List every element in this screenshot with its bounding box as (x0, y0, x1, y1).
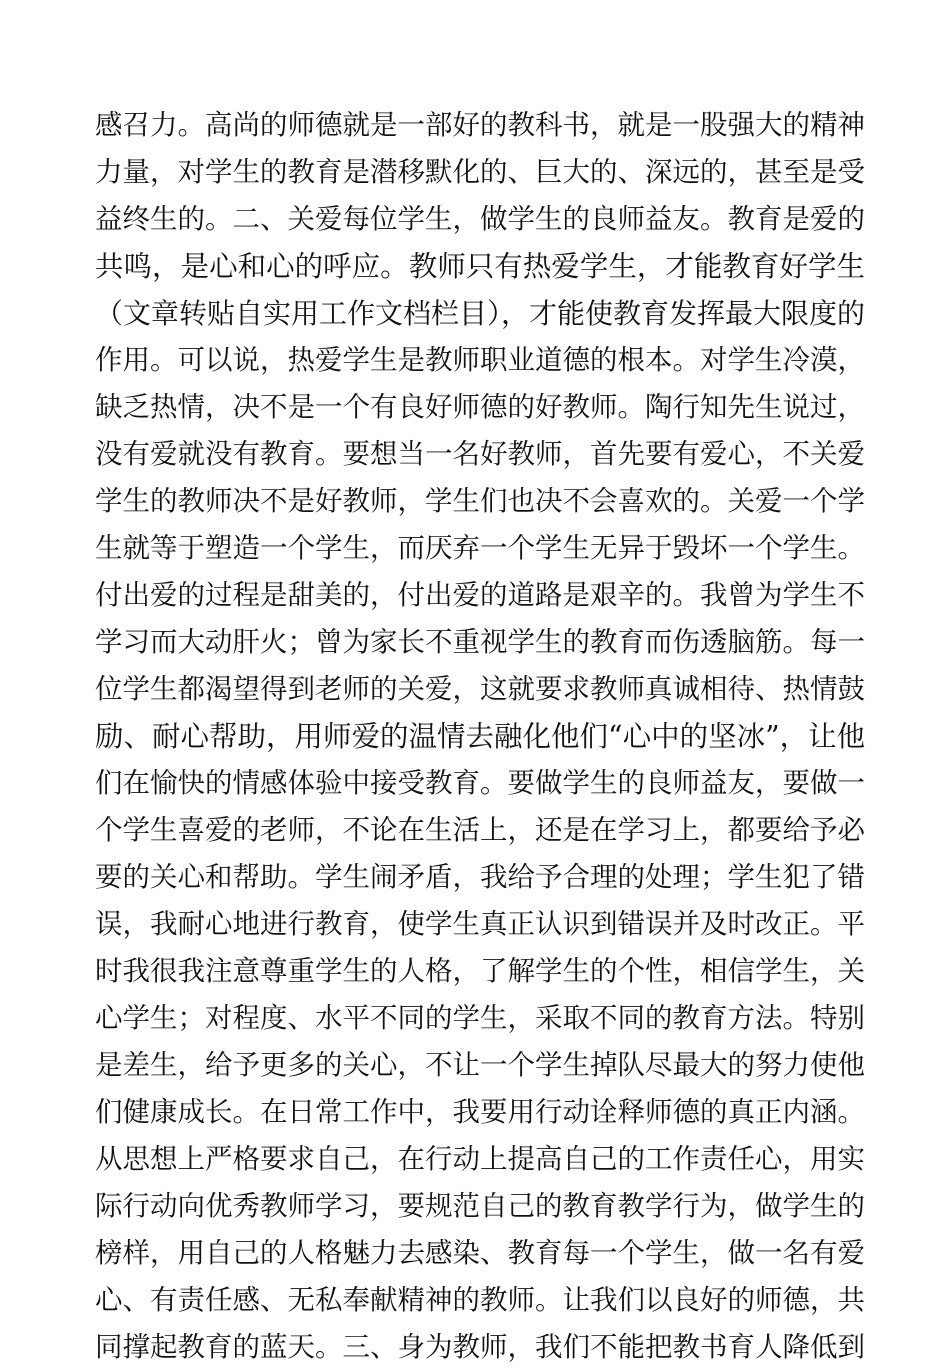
text-line-19: 时我很我注意尊重学生的人格，了解学生的个性，相信学生，关 (95, 955, 865, 987)
text-line-8: 没有爱就没有教育。要想当一名好教师，首先要有爱心，不关爱 (95, 438, 865, 470)
body-text (95, 102, 865, 1371)
text-line-9: 学生的教师决不是好教师，学生们也决不会喜欢的。关爱一个学 (95, 485, 865, 517)
text-line-1: 感召力。高尚的师德就是一部好的教科书，就是一股强大的精神 (95, 109, 865, 141)
text-line-11: 付出爱的过程是甜美的，付出爱的道路是艰辛的。我曾为学生不 (95, 579, 865, 611)
text-line-5: （文章转贴自实用工作文档栏目），才能使教育发挥最大限度的 (95, 297, 866, 330)
text-line-17: 要的关心和帮助。学生闹矛盾，我给予合理的处理；学生犯了错 (95, 861, 865, 893)
text-line-10: 生就等于塑造一个学生，而厌弃一个学生无异于毁坏一个学生。 (95, 532, 865, 564)
text-line-4: 共鸣，是心和心的呼应。教师只有热爱学生，才能教育好学生 (95, 250, 865, 283)
text-line-3: 益终生的。二、关爱每位学生，做学生的良师益友。教育是爱的 (95, 203, 865, 235)
text-line-6: 作用。可以说，热爱学生是教师职业道德的根本。对学生冷漠， (95, 344, 865, 376)
text-line-16: 个学生喜爱的老师，不论在生活上，还是在学习上，都要给予必 (95, 814, 865, 846)
text-line-14: 励、耐心帮助，用师爱的温情去融化他们“心中的坚冰”，让他 (95, 720, 866, 753)
text-line-27: 同撑起教育的蓝天。三、身为教师，我们不能把教书育人降低到 (95, 1331, 865, 1363)
text-line-13: 位学生都渴望得到老师的关爱，这就要求教师真诚相待、热情鼓 (95, 673, 865, 705)
text-line-22: 们健康成长。在日常工作中，我要用行动诠释师德的真正内涵。 (95, 1096, 865, 1128)
text-line-26: 心、有责任感、无私奉献精神的教师。让我们以良好的师德，共 (95, 1284, 865, 1316)
text-line-7: 缺乏热情，决不是一个有良好师德的好教师。陶行知先生说过， (95, 391, 865, 423)
text-line-2: 力量，对学生的教育是潜移默化的、巨大的、深远的，甚至是受 (95, 156, 865, 188)
text-line-15: 们在愉快的情感体验中接受教育。要做学生的良师益友，要做一 (95, 767, 865, 799)
text-line-21: 是差生，给予更多的关心，不让一个学生掉队尽最大的努力使他 (95, 1049, 865, 1081)
text-line-25: 榜样，用自己的人格魅力去感染、教育每一个学生，做一名有爱 (95, 1237, 865, 1269)
text-line-20: 心学生；对程度、水平不同的学生，采取不同的教育方法。特别 (95, 1002, 865, 1034)
text-line-23: 从思想上严格要求自己，在行动上提高自己的工作责任心，用实 (95, 1143, 865, 1175)
text-line-12: 学习而大动肝火；曾为家长不重视学生的教育而伤透脑筋。每一 (95, 626, 865, 658)
text-line-24: 际行动向优秀教师学习，要规范自己的教育教学行为，做学生的 (95, 1190, 865, 1222)
text-line-18: 误，我耐心地进行教育，使学生真正认识到错误并及时改正。平 (95, 908, 865, 940)
